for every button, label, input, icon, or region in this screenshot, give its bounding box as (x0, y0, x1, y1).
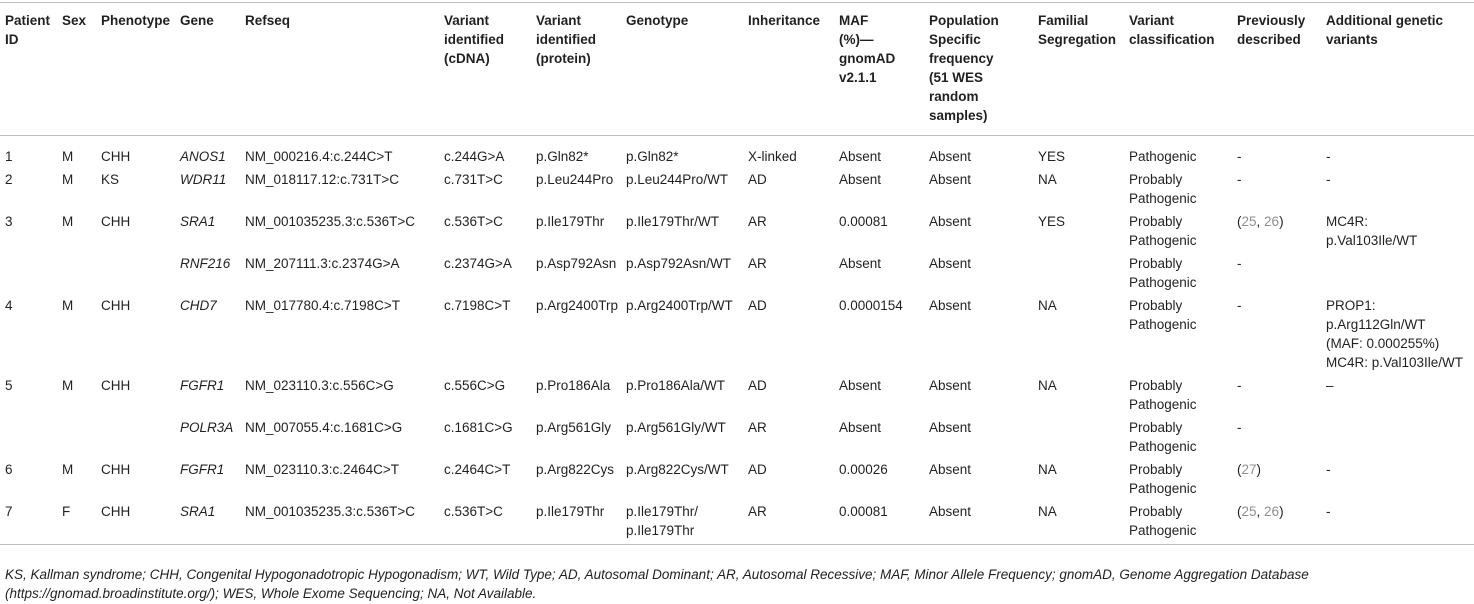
cell-cdna: c.536T>C (439, 500, 531, 545)
cell-cdna: c.2374G>A (444, 256, 512, 271)
cell-additional-variants (1321, 210, 1474, 252)
cell-sex: M (62, 298, 74, 313)
cell-line: Phenotype (101, 13, 171, 28)
table-row (0, 136, 1474, 169)
cell-previously-described: (27) (1237, 462, 1262, 477)
cell-classification (1124, 210, 1232, 252)
cell-line: Probably (1129, 214, 1183, 229)
cell-line: classification (1129, 32, 1215, 47)
cell-segregation (1033, 252, 1124, 294)
cell-protein: p.Arg822Cys (536, 462, 615, 477)
cell-line: Pathogenic (1129, 523, 1197, 538)
cell-line: - (1326, 172, 1331, 187)
cell-line: ID (5, 32, 19, 47)
cell-previously-described: - (1237, 172, 1242, 187)
cell-sex: M (62, 462, 74, 477)
cell-line: Probably (1129, 378, 1183, 393)
cell-line: (MAF: 0.000255%) (1326, 336, 1440, 351)
cell-sex: M (62, 172, 74, 187)
cell-line: v2.1.1 (839, 70, 877, 85)
cell-protein: p.Gln82* (536, 149, 589, 164)
cell-line: described (1237, 32, 1301, 47)
reference-link[interactable]: 26 (1264, 214, 1280, 229)
cell-protein: p.Pro186Ala (536, 378, 611, 393)
header-row (0, 3, 1474, 136)
cell-line: Probably (1129, 462, 1183, 477)
cell-additional-variants (1321, 458, 1474, 500)
cell-line: - (1326, 504, 1331, 519)
cell-patient: 4 (5, 298, 13, 313)
cell-previously-described: - (1237, 420, 1242, 435)
cell-line: Pathogenic (1129, 191, 1197, 206)
reference-link[interactable]: 25 (1241, 214, 1257, 229)
cell-additional-variants (1321, 374, 1474, 416)
reference-link[interactable]: 27 (1241, 462, 1257, 477)
genetic-variants-table (0, 2, 1474, 545)
cell-line: Population (929, 13, 999, 28)
cell-protein: p.Leu244Pro (536, 172, 614, 187)
cell-genotype (621, 294, 743, 374)
column-header (0, 3, 57, 136)
cell-classification (1124, 500, 1232, 545)
cell-classification (1124, 136, 1232, 169)
table-row (0, 416, 1474, 458)
table-row (0, 294, 1474, 374)
cell-line: Pathogenic (1129, 481, 1197, 496)
cell-line: Refseq (245, 13, 291, 28)
cell-population: Absent (929, 214, 972, 229)
cell-additional-variants (1321, 136, 1474, 169)
cell-inheritance: X-linked (748, 149, 797, 164)
cell-population: Absent (929, 256, 972, 271)
cell-classification (1124, 416, 1232, 458)
cell-sex: M (62, 378, 74, 393)
cell-additional-variants (1321, 416, 1474, 458)
column-header (834, 3, 924, 136)
cell-line: Sex (62, 13, 87, 28)
cell-segregation: YES (1038, 149, 1066, 164)
cell-additional-variants (1321, 168, 1474, 210)
cell-phenotype: CHH (101, 149, 131, 164)
cell-protein: p.Ile179Thr (531, 500, 621, 545)
cell-line: p.Pro186Ala/WT (626, 378, 726, 393)
cell-sex: M (62, 214, 74, 229)
cell-line: - (1326, 462, 1331, 477)
cell-phenotype: CHH (96, 500, 175, 545)
cell-line: variants (1326, 32, 1378, 47)
column-header (743, 3, 834, 136)
cell-line: p.Arg112Gln/WT (1326, 317, 1426, 332)
column-header (1321, 3, 1474, 136)
cell-refseq: NM_001035235.3:c.536T>C (240, 500, 439, 545)
table-row (0, 168, 1474, 210)
cell-maf: 0.00026 (839, 462, 888, 477)
cell-classification (1124, 374, 1232, 416)
cell-line: (%)— (839, 32, 874, 47)
cell-segregation: NA (1038, 172, 1057, 187)
cell-cdna: c.536T>C (444, 214, 503, 229)
cell-line: Probably (1129, 420, 1183, 435)
table-row (0, 458, 1474, 500)
cell-classification (1124, 458, 1232, 500)
cell-refseq: NM_018117.12:c.731T>C (245, 172, 399, 187)
cell-cdna: c.556C>G (444, 378, 506, 393)
cell-refseq: NM_007055.4:c.1681C>G (245, 420, 403, 435)
cell-phenotype (96, 252, 175, 294)
cell-patient (0, 416, 57, 458)
reference-link[interactable]: 26 (1264, 504, 1280, 519)
cell-line: Specific (929, 32, 981, 47)
cell-line: p.Val103Ile/WT (1326, 233, 1418, 248)
cell-refseq: NM_023110.3:c.2464C>T (245, 462, 399, 477)
cell-segregation (1033, 416, 1124, 458)
cell-line: – (1326, 378, 1334, 393)
cell-segregation: NA (1038, 462, 1057, 477)
column-header (1033, 3, 1124, 136)
cell-line: Variant (1129, 13, 1175, 28)
cell-genotype (621, 168, 743, 210)
cell-patient (0, 252, 57, 294)
table-row (0, 210, 1474, 252)
cell-additional-variants (1321, 500, 1474, 545)
cell-gene: FGFR1 (180, 378, 225, 393)
cell-refseq: NM_017780.4:c.7198C>T (245, 298, 400, 313)
cell-line: frequency (929, 51, 994, 66)
cell-maf: 0.00081 (839, 214, 888, 229)
cell-classification (1124, 168, 1232, 210)
cell-population: Absent (929, 462, 972, 477)
cell-phenotype: CHH (101, 462, 131, 477)
cell-phenotype: KS (101, 172, 120, 187)
cell-inheritance: AD (748, 172, 767, 187)
cell-genotype (621, 252, 743, 294)
cell-line: Previously (1237, 13, 1306, 28)
cell-additional-variants (1321, 294, 1474, 374)
cell-cdna: c.244G>A (444, 149, 505, 164)
cell-line: Pathogenic (1129, 149, 1197, 164)
cell-line: Gene (180, 13, 214, 28)
cell-population: Absent (929, 172, 972, 187)
cell-line: p.Ile179Thr/WT (626, 214, 720, 229)
cell-gene: CHD7 (180, 298, 217, 313)
cell-segregation: NA (1038, 378, 1057, 393)
cell-line: MC4R: p.Val103Ile/WT (1326, 355, 1464, 370)
column-header (621, 3, 743, 136)
cell-population: Absent (929, 420, 972, 435)
cell-cdna: c.2464C>T (444, 462, 511, 477)
cell-line: identified (536, 32, 596, 47)
cell-maf: 0.0000154 (839, 298, 903, 313)
cell-previously-described: - (1237, 298, 1242, 313)
cell-line: Probably (1129, 172, 1183, 187)
cell-refseq: NM_207111.3:c.2374G>A (245, 256, 400, 271)
cell-line: p.Gln82* (626, 149, 679, 164)
cell-maf: Absent (839, 172, 882, 187)
cell-segregation: NA (1038, 298, 1057, 313)
cell-cdna: c.731T>C (444, 172, 503, 187)
cell-line: Pathogenic (1129, 233, 1197, 248)
cell-phenotype: CHH (101, 378, 131, 393)
cell-phenotype: CHH (101, 298, 131, 313)
cell-gene: SRA1 (180, 214, 216, 229)
table-row (0, 500, 1474, 545)
cell-line: p.Ile179Thr (626, 523, 695, 538)
cell-gene: FGFR1 (180, 462, 225, 477)
column-header (175, 3, 240, 136)
cell-previously-described: (25, 26) (1237, 214, 1284, 229)
cell-protein: p.Arg2400Trp (536, 298, 619, 313)
column-header (924, 3, 1033, 136)
cell-line: Patient (5, 13, 51, 28)
cell-gene: RNF216 (180, 256, 231, 271)
column-header (1124, 3, 1232, 136)
cell-protein: p.Arg561Gly (536, 420, 612, 435)
cell-refseq: NM_001035235.3:c.536T>C (245, 214, 415, 229)
cell-maf: Absent (839, 378, 882, 393)
cell-refseq: NM_023110.3:c.556C>G (245, 378, 394, 393)
cell-genotype (621, 500, 743, 545)
cell-classification (1124, 252, 1232, 294)
table-row (0, 252, 1474, 294)
cell-maf: Absent (839, 420, 882, 435)
cell-inheritance: AD (748, 378, 767, 393)
table-footnote: KS, Kallman syndrome; CHH, Congenital Hypogonadotropic Hypogonadism; WT, Wild Type; AD, Autosomal Dominant; AR, Autosomal Recessive; MAF, Minor Allele Frequency; gnomAD, Genome Aggregation Database (https://gnomad.broadinstitute.org/); WES, Whole Exome Sequencing; NA, Not Available. (5, 567, 1309, 601)
reference-link[interactable]: 25 (1241, 504, 1257, 519)
cell-maf: Absent (839, 256, 882, 271)
cell-patient: 5 (5, 378, 13, 393)
cell-patient: 1 (5, 149, 13, 164)
cell-line: Familial (1038, 13, 1089, 28)
cell-line: Additional genetic (1326, 13, 1444, 28)
cell-line: (cDNA) (444, 51, 490, 66)
cell-phenotype: CHH (101, 214, 131, 229)
cell-line: gnomAD (839, 51, 896, 66)
cell-cdna: c.1681C>G (444, 420, 513, 435)
cell-line: - (1326, 149, 1331, 164)
cell-line: Probably (1129, 504, 1183, 519)
cell-sex: M (62, 149, 74, 164)
cell-line: Probably (1129, 256, 1183, 271)
cell-line: (51 WES (929, 70, 984, 85)
cell-population: Absent (929, 378, 972, 393)
cell-line: Inheritance (748, 13, 821, 28)
cell-protein: p.Asp792Asn (536, 256, 617, 271)
cell-line: random (929, 89, 979, 104)
cell-previously-described: - (1237, 149, 1242, 164)
cell-sex (57, 416, 96, 458)
cell-additional-variants (1321, 252, 1474, 294)
cell-gene: POLR3A (180, 420, 234, 435)
cell-line: Pathogenic (1129, 397, 1197, 412)
cell-line: identified (444, 32, 504, 47)
cell-sex: F (57, 500, 96, 545)
cell-previously-described: - (1237, 378, 1242, 393)
cell-line: samples) (929, 108, 988, 123)
cell-line: MAF (839, 13, 869, 28)
cell-line: Pathogenic (1129, 275, 1197, 290)
cell-line: p.Arg822Cys/WT (626, 462, 729, 477)
cell-line: p.Leu244Pro/WT (626, 172, 729, 187)
cell-line: Genotype (626, 13, 689, 28)
cell-maf: Absent (839, 149, 882, 164)
cell-line: p.Arg2400Trp/WT (626, 298, 733, 313)
cell-genotype (621, 136, 743, 169)
cell-patient: 7 (0, 500, 57, 545)
cell-line: Pathogenic (1129, 317, 1197, 332)
cell-inheritance: AD (748, 298, 767, 313)
cell-line: MC4R: (1326, 214, 1369, 229)
cell-refseq: NM_000216.4:c.244C>T (245, 149, 393, 164)
cell-line: (protein) (536, 51, 591, 66)
cell-population: Absent (929, 298, 972, 313)
column-header (96, 3, 175, 136)
cell-classification (1124, 294, 1232, 374)
cell-segregation: NA (1033, 500, 1124, 545)
cell-genotype (621, 374, 743, 416)
cell-line: Variant (444, 13, 490, 28)
cell-gene: ANOS1 (180, 149, 226, 164)
cell-inheritance: AR (743, 500, 834, 545)
table-header (0, 3, 1474, 136)
cell-phenotype (96, 416, 175, 458)
cell-protein: p.Ile179Thr (536, 214, 605, 229)
cell-patient: 2 (5, 172, 13, 187)
cell-line: p.Arg561Gly/WT (626, 420, 726, 435)
column-header (240, 3, 439, 136)
cell-line: PROP1: (1326, 298, 1376, 313)
cell-inheritance: AR (748, 256, 767, 271)
cell-inheritance: AD (748, 462, 767, 477)
cell-maf: 0.00081 (834, 500, 924, 545)
cell-genotype (621, 210, 743, 252)
cell-inheritance: AR (748, 214, 767, 229)
cell-line: Segregation (1038, 32, 1117, 47)
cell-population: Absent (929, 149, 972, 164)
cell-cdna: c.7198C>T (444, 298, 511, 313)
cell-previously-described: (25, 26) (1232, 500, 1321, 545)
cell-patient: 3 (5, 214, 13, 229)
cell-inheritance: AR (748, 420, 767, 435)
cell-line: Variant (536, 13, 582, 28)
column-header (1232, 3, 1321, 136)
column-header (57, 3, 96, 136)
cell-line: Probably (1129, 298, 1183, 313)
cell-patient: 6 (5, 462, 13, 477)
cell-gene: SRA1 (175, 500, 240, 545)
cell-previously-described: - (1237, 256, 1242, 271)
column-header (439, 3, 531, 136)
cell-sex (57, 252, 96, 294)
column-header (531, 3, 621, 136)
cell-segregation: YES (1038, 214, 1066, 229)
cell-population: Absent (924, 500, 1033, 545)
cell-gene: WDR11 (180, 172, 227, 187)
cell-line: p.Ile179Thr/ (626, 504, 699, 519)
cell-genotype (621, 416, 743, 458)
cell-line: p.Asp792Asn/WT (626, 256, 732, 271)
cell-line: Pathogenic (1129, 439, 1197, 454)
cell-genotype (621, 458, 743, 500)
table-row (0, 374, 1474, 416)
table-body (0, 136, 1474, 545)
